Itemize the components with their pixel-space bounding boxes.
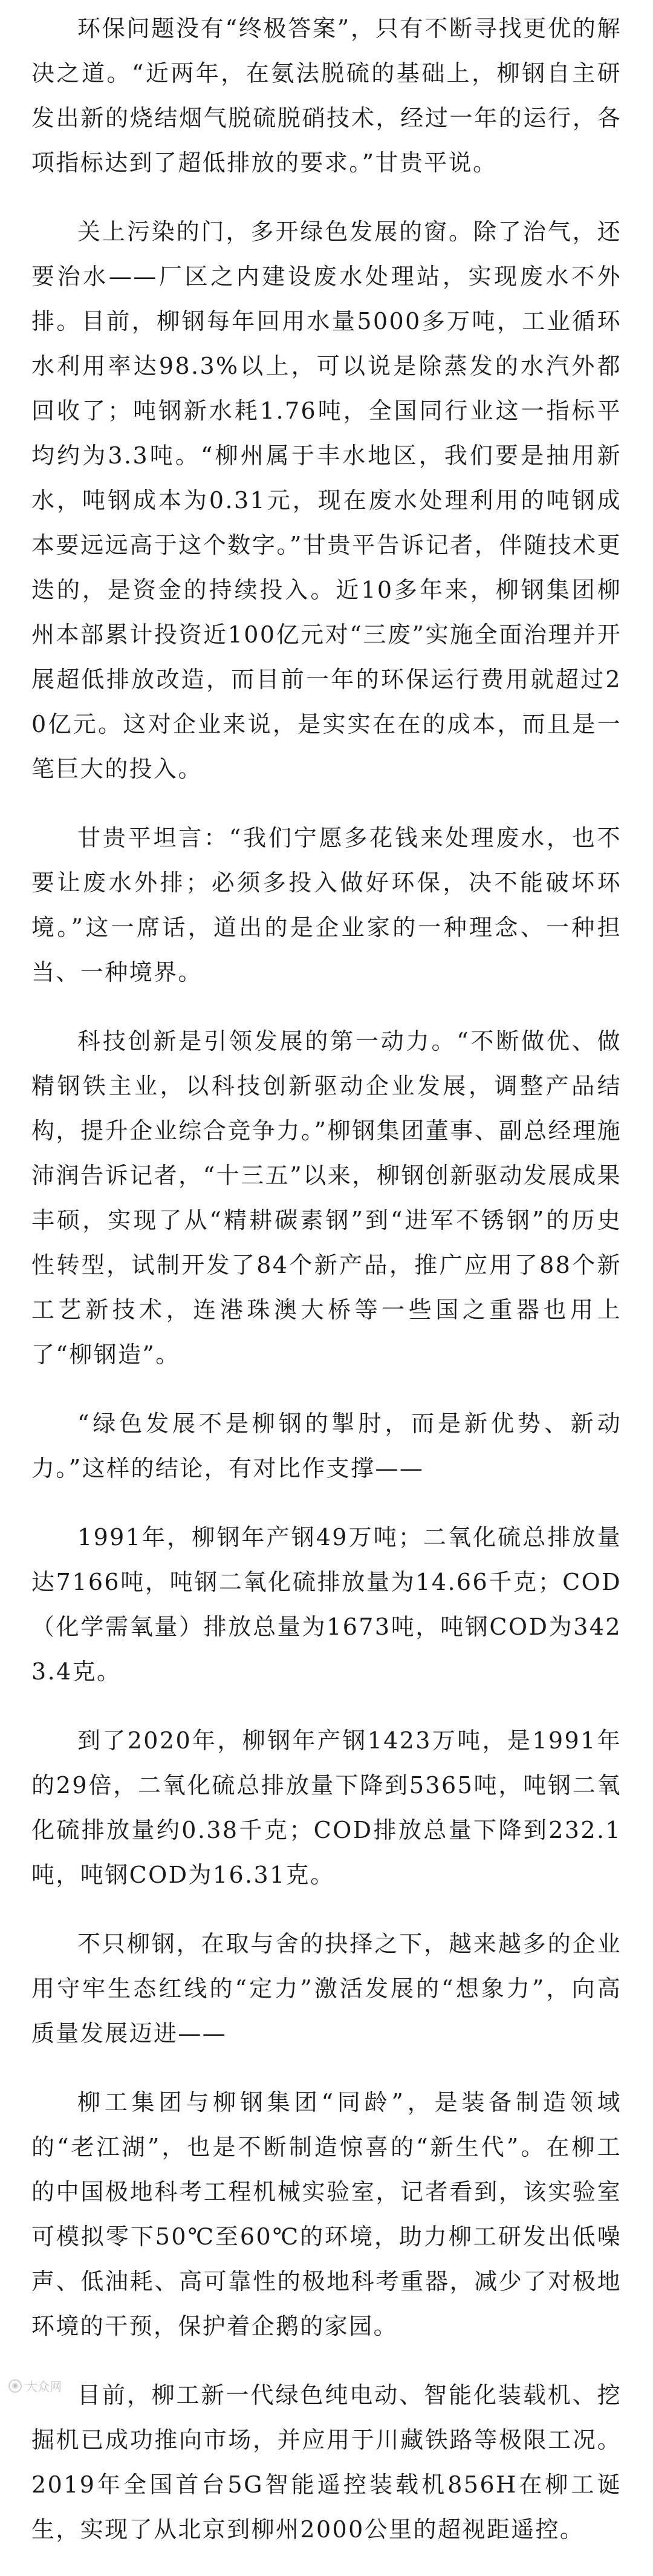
paragraph-8: 不只柳钢，在取与舍的抉择之下，越来越多的企业用守牢生态红线的“定力”激活发展的“想象力”，向高质量发展迈进—— <box>31 1930 622 2047</box>
watermark-text: 大众网 <box>25 2379 62 2394</box>
paragraph-1: 环保问题没有“终极答案”，只有不断寻找更优的解决之道。“近两年，在氨法脱硫的基础上，柳钢自主研发出新的烧结烟气脱硫脱硝技术，经过一年的运行，各项指标达到了超低排放的要求。”甘贵平说。 <box>31 15 622 176</box>
source-logo-icon: ◉ <box>8 2379 22 2393</box>
paragraph-4: 科技创新是引领发展的第一动力。“不断做优、做精钢铁主业，以科技创新驱动企业发展，调整产品结构，提升企业综合竞争力。”柳钢集团董事、副总经理施沛润告诉记者，“十三五”以来，柳钢创新驱动发展成果丰硕，实现了从“精耕碳素钢”到“进军不锈钢”的历史性转型，试制开发了84个新产品，推广应用了88个新工艺新技术，连港珠澳大桥等一些国之重器也用上了“柳钢造”。 <box>31 1028 622 1368</box>
source-watermark <box>8 2377 62 2395</box>
paragraph-9: 柳工集团与柳钢集团“同龄”，是装备制造领域的“老江湖”，也是不断制造惊喜的“新生代”。在柳工的中国极地科考工程机械实验室，记者看到，该实验室可模拟零下50℃至60℃的环境，助力柳工研发出低噪声、低油耗、高可靠性的极地科考重器，减少了对极地环境的干预，保护着企鹅的家园。 <box>31 2089 622 2339</box>
paragraph-5: “绿色发展不是柳钢的掣肘，而是新优势、新动力。”这样的结论，有对比作支撑—— <box>31 1410 622 1482</box>
paragraph-6: 1991年，柳钢年产钢49万吨；二氧化硫总排放量达7166吨，吨钢二氧化硫排放量为14.66千克；COD（化学需氧量）排放总量为1673吨，吨钢COD为3423.4克。 <box>31 1524 622 1685</box>
paragraph-7: 到了2020年，柳钢年产钢1423万吨，是1991年的29倍，二氧化硫总排放量下降到5365吨，吨钢二氧化硫排放量约0.38千克；COD排放总量下降到232.1吨，吨钢COD为16.31克。 <box>31 1727 622 1888</box>
paragraph-3: 甘贵平坦言：“我们宁愿多花钱来处理废水，也不要让废水外排；必须多投入做好环保，决不能破坏环境。”这一席话，道出的是企业家的一种理念、一种担当、一种境界。 <box>31 825 622 986</box>
paragraph-10: 目前，柳工新一代绿色纯电动、智能化装载机、挖掘机已成功推向市场，并应用于川藏铁路等极限工况。2019年全国首台5G智能遥控装载机856H在柳工诞生，实现了从北京到柳州2000公里的超视距遥控。 <box>31 2382 622 2543</box>
paragraph-2: 关上污染的门，多开绿色发展的窗。除了治气，还要治水——厂区之内建设废水处理站，实现废水不外排。目前，柳钢每年回用水量5000多万吨，工业循环水利用率达98.3%以上，可以说是除蒸发的水汽外都回收了；吨钢新水耗1.76吨，全国同行业这一指标平均约为3.3吨。“柳州属于丰水地区，我们要是抽用新水，吨钢成本为0.31元，现在废水处理利用的吨钢成本要远远高于这个数字。”甘贵平告诉记者，伴随技术更迭的，是资金的持续投入。近10多年来，柳钢集团柳州本部累计投资近100亿元对“三废”实施全面治理并开展超低排放改造，而目前一年的环保运行费用就超过20亿元。这对企业来说，是实实在在的成本，而且是一笔巨大的投入。 <box>31 218 622 782</box>
